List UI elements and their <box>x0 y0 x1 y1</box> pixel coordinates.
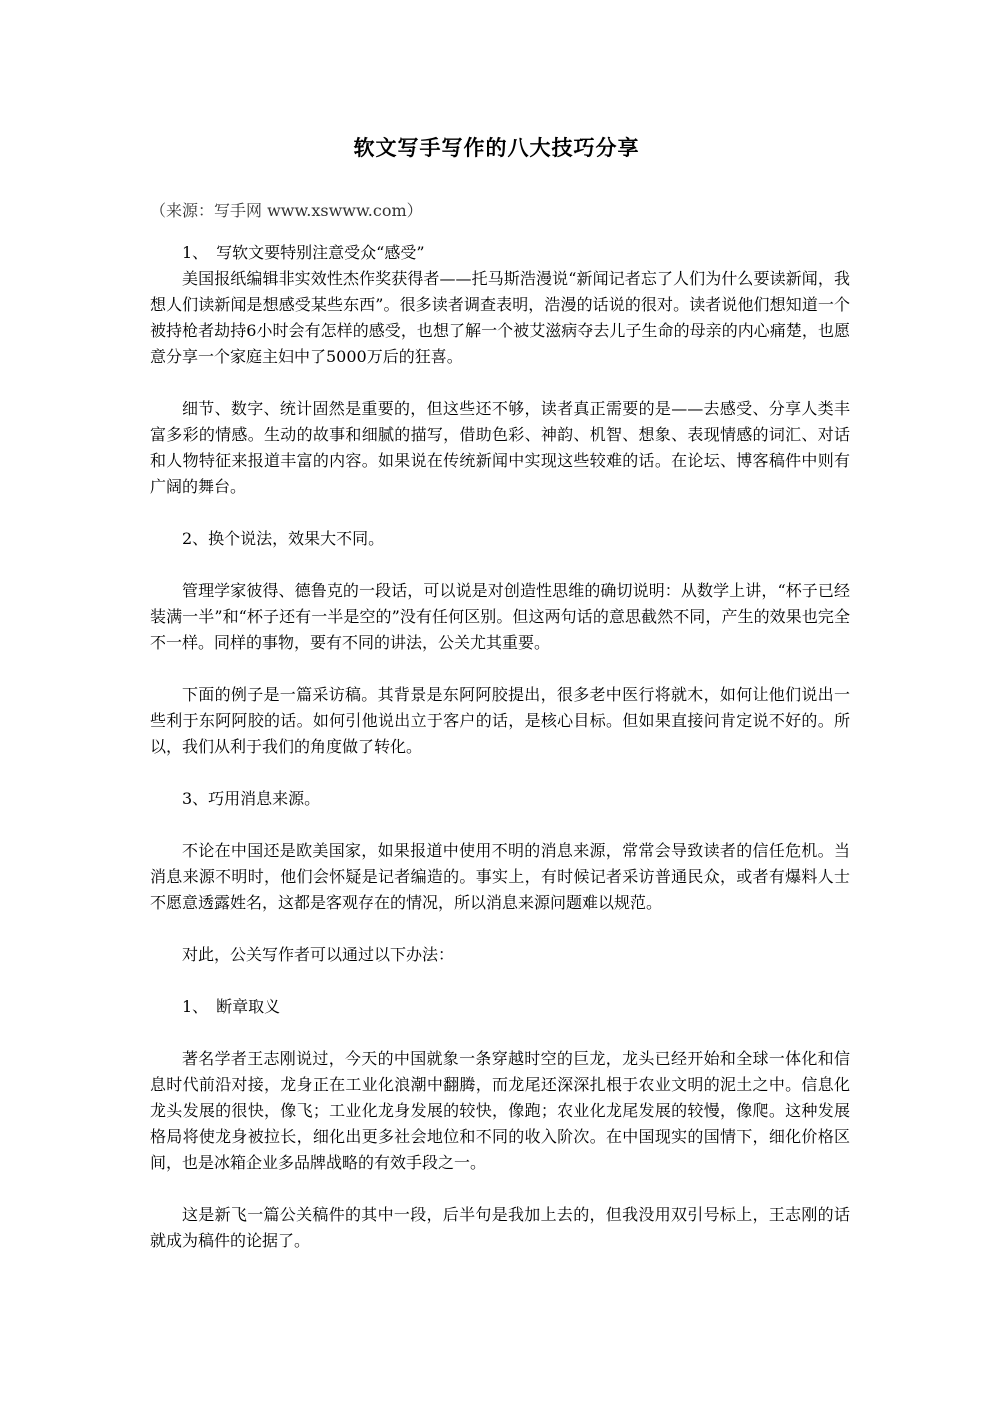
section-heading: 对此，公关写作者可以通过以下办法： <box>182 945 455 964</box>
section-heading: 3、巧用消息来源。 <box>182 789 321 808</box>
paragraph: 不论在中国还是欧美国家，如果报道中使用不明的消息来源，常常会导致读者的信任危机。当消息来源不明时，他们会怀疑是记者编造的。事实上，有时候记者采访普通民众，或者有爆料人士不愿意透露姓名，这都是客观存在的情况，所以消息来源问题难以规范。 <box>150 841 850 912</box>
section-heading: 1、 断章取义 <box>182 997 281 1016</box>
paragraph: 细节、数字、统计固然是重要的，但这些还不够，读者真正需要的是——去感受、分享人类丰富多彩的情感。生动的故事和细腻的描写，借助色彩、神韵、机智、想象、表现情感的词汇、对话和人物特征来报道丰富的内容。如果说在传统新闻中实现这些较难的话。在论坛、博客稿件中则有广阔的舞台。 <box>150 399 850 496</box>
section-heading: 2、换个说法，效果大不同。 <box>182 529 385 548</box>
document-source: （来源：写手网 www.xswww.com） <box>150 201 423 220</box>
paragraph: 管理学家彼得、德鲁克的一段话，可以说是对创造性思维的确切说明：从数学上讲，“杯子已经装满一半”和“杯子还有一半是空的”没有任何区别。但这两句话的意思截然不同，产生的效果也完全不一样。同样的事物，要有不同的讲法，公关尤其重要。 <box>150 581 850 652</box>
paragraph: 下面的例子是一篇采访稿。其背景是东阿阿胶提出，很多老中医行将就木，如何让他们说出一些利于东阿阿胶的话。如何引他说出立于客户的话，是核心目标。但如果直接问肯定说不好的。所以，我们从利于我们的角度做了转化。 <box>150 685 850 756</box>
paragraph: 美国报纸编辑非实效性杰作奖获得者——托马斯浩漫说“新闻记者忘了人们为什么要读新闻，我想人们读新闻是想感受某些东西”。很多读者调查表明，浩漫的话说的很对。读者说他们想知道一个被持枪者劫持6小时会有怎样的感受，也想了解一个被艾滋病夺去儿子生命的母亲的内心痛楚，也愿意分享一个家庭主妇中了5000万后的狂喜。 <box>150 269 850 366</box>
paragraph: 著名学者王志刚说过，今天的中国就象一条穿越时空的巨龙，龙头已经开始和全球一体化和信息时代前沿对接，龙身正在工业化浪潮中翻腾，而龙尾还深深扎根于农业文明的泥土之中。信息化龙头发展的很快，像飞；工业化龙身发展的较快，像跑；农业化龙尾发展的较慢，像爬。这种发展格局将使龙身被拉长，细化出更多社会地位和不同的收入阶次。在中国现实的国情下，细化价格区间，也是冰箱企业多品牌战略的有效手段之一。 <box>150 1049 850 1172</box>
paragraph: 这是新飞一篇公关稿件的其中一段，后半句是我加上去的，但我没用双引号标上，王志刚的话就成为稿件的论据了。 <box>150 1205 850 1250</box>
document-body <box>150 240 850 1280</box>
document-title: 软文写手写作的八大技巧分享 <box>353 135 640 160</box>
section-heading: 1、 写软文要特别注意受众“感受” <box>182 243 425 262</box>
